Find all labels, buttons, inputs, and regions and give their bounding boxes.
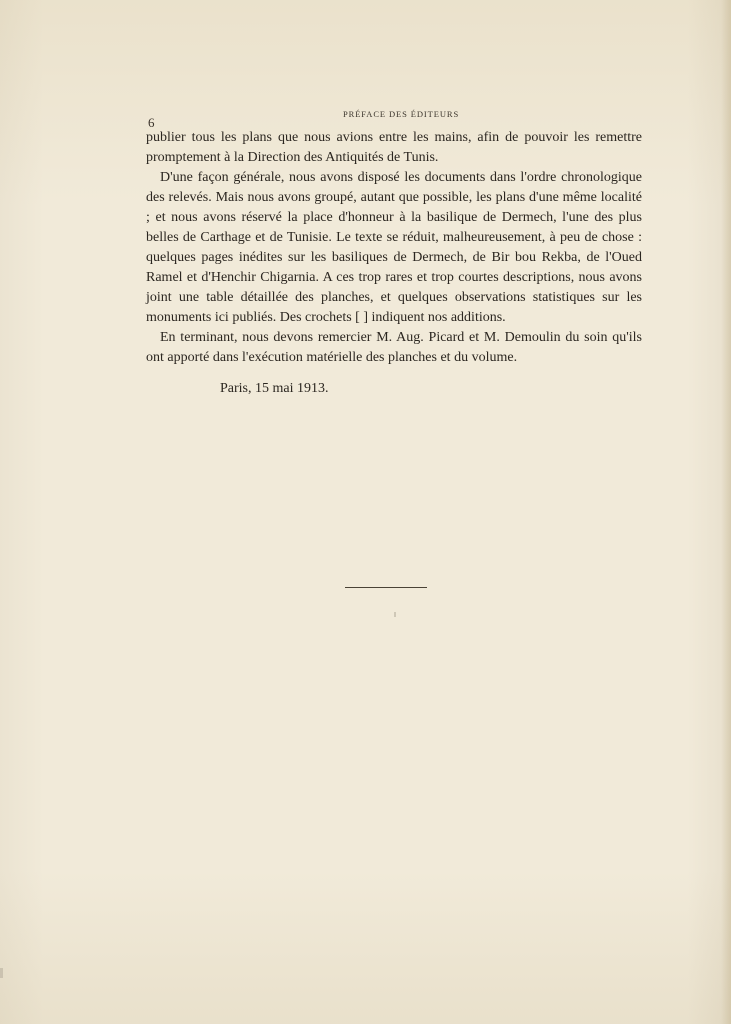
end-rule (345, 587, 427, 588)
body-text (146, 128, 642, 368)
place-and-date: Paris, 15 mai 1913. (220, 381, 329, 396)
paragraph-continuation: publier tous les plans que nous avions entre les mains, afin de pouvoir les remettre promptement à la Direction des Antiquités de Tunis. (146, 130, 642, 165)
running-head: PRÉFACE DES ÉDITEURS (343, 109, 460, 119)
paper-edge (721, 0, 731, 1024)
paper-speck (0, 968, 3, 978)
page-number: 6 (148, 115, 155, 130)
paragraph-arrangement: D'une façon générale, nous avons disposé les documents dans l'ordre chronologique des relevés. Mais nous avons groupé, autant que possible, les plans d'une même localité ; et nous avons réservé la place d'honneur à la basilique de Dermech, l'une des plus belles de Carthage et de Tunisie. Le texte se réduit, malheureusement, à peu de chose : quelques pages inédites sur les basiliques de Dermech, de Bir bou Rekba, de l'Oued Ramel et d'Henchir Chigarnia. A ces trop rares et trop courtes descriptions, nous avons joint une table détaillée des planches, et quelques observations statistiques sur les monuments ici publiés. Des crochets [ ] indiquent nos additions. (146, 170, 642, 325)
paper-speck (394, 612, 396, 617)
paragraph-acknowledgement: En terminant, nous devons remercier M. Aug. Picard et M. Demoulin du soin qu'ils ont apporté dans l'exécution matérielle des planches et du volume. (146, 330, 642, 365)
